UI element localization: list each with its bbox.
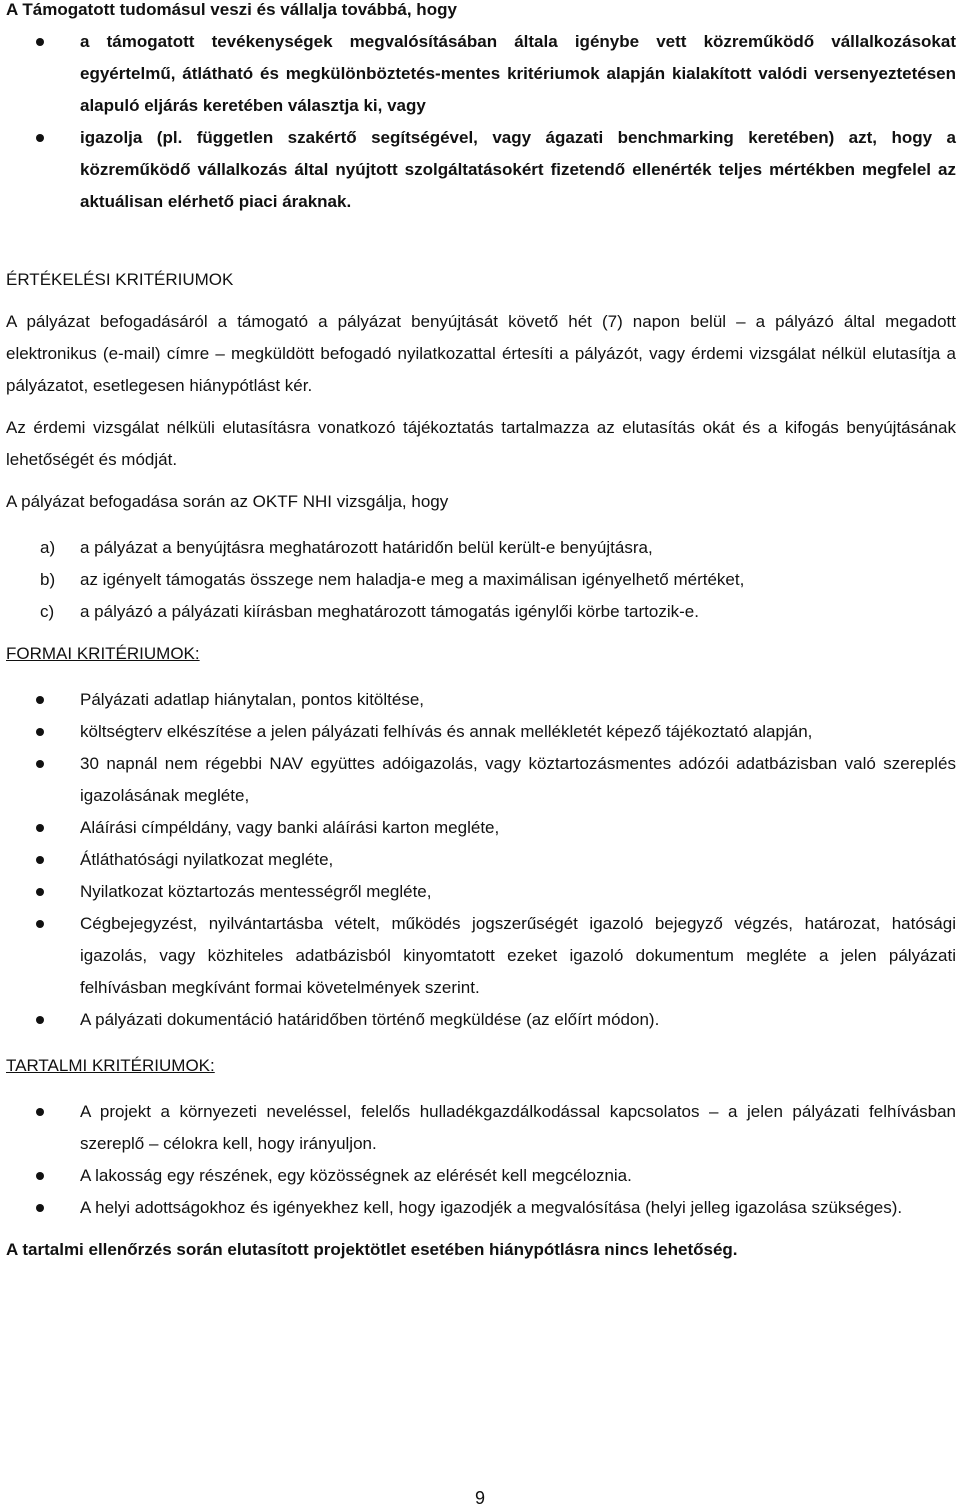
list-item: A helyi adottságokhoz és igényekhez kell, hogy igazodjék a megvalósítása (helyi jelleg igazolása szükséges). (6, 1192, 956, 1224)
bullet-icon (36, 134, 44, 142)
evaluation-paragraph: A pályázat befogadása során az OKTF NHI vizsgálja, hogy (6, 492, 449, 511)
intro-lead: A Támogatott tudomásul veszi és vállalja továbbá, hogy (6, 0, 457, 19)
bullet-icon (36, 856, 44, 864)
intro-bullet-list (6, 26, 956, 218)
content-bullet-list (6, 1096, 956, 1224)
page-number: 9 (474, 1488, 485, 1508)
bullet-icon (36, 38, 44, 46)
bullet-icon (36, 1172, 44, 1180)
list-item: Átláthatósági nyilatkozat megléte, (6, 844, 956, 876)
list-item: a támogatott tevékenységek megvalósításában általa igénybe vett közreműködő vállalkozásokat egyértelmű, átlátható és megkülönböztetés-mentes kritériumok alapján kialakított valódi versenyeztetésen alapuló eljárás keretében választja ki, vagy (6, 26, 956, 122)
content-heading: TARTALMI KRITÉRIUMOK: (6, 1056, 215, 1075)
list-item: Pályázati adatlap hiánytalan, pontos kitöltése, (6, 684, 956, 716)
bullet-icon (36, 760, 44, 768)
bullet-icon (36, 888, 44, 896)
evaluation-check-list (6, 532, 956, 628)
list-item: Nyilatkozat köztartozás mentességről megléte, (6, 876, 956, 908)
list-item: A projekt a környezeti neveléssel, felelős hulladékgazdálkodással kapcsolatos – a jelen pályázati felhívásban szereplő – célokra kell, hogy irányuljon. (6, 1096, 956, 1160)
bullet-icon (36, 1204, 44, 1212)
bullet-icon (36, 1016, 44, 1024)
list-item: a) a pályázat a benyújtásra meghatározott határidőn belül került-e benyújtásra, (40, 538, 653, 557)
formal-bullet-list (6, 684, 956, 1036)
list-item: költségterv elkészítése a jelen pályázati felhívás és annak mellékletét képező tájékoztató alapján, (6, 716, 956, 748)
evaluation-paragraph: Az érdemi vizsgálat nélküli elutasításra vonatkozó tájékoztatás tartalmazza az elutasítás okát és a kifogás benyújtásának lehetőségét és módját. (6, 418, 956, 469)
list-item: Aláírási címpéldány, vagy banki aláírási karton megléte, (6, 812, 956, 844)
evaluation-paragraph: A pályázat befogadásáról a támogató a pályázat benyújtását követő hét (7) napon belül – a pályázó által megadott elektronikus (e-mail) címre – megküldött befogadó nyilatkozattal értesíti a pályázót, vagy érdemi vizsgálat nélkül elutasítja a pályázatot, esetlegesen hiánypótlást kér. (6, 312, 956, 395)
list-item: igazolja (pl. független szakértő segítségével, vagy ágazati benchmarking keretében) azt, hogy a közreműködő vállalkozás által nyújtott szolgáltatásokért fizetendő ellenérték teljes mértékben megfelel az aktuálisan elérhető piaci áraknak. (6, 122, 956, 218)
formal-heading: FORMAI KRITÉRIUMOK: (6, 644, 200, 663)
list-item: b) az igényelt támogatás összege nem haladja-e meg a maximálisan igényelhető mértéket, (40, 570, 745, 589)
bullet-icon (36, 696, 44, 704)
bullet-icon (36, 824, 44, 832)
list-item: A pályázati dokumentáció határidőben történő megküldése (az előírt módon). (6, 1004, 956, 1036)
evaluation-heading: ÉRTÉKELÉSI KRITÉRIUMOK (6, 270, 234, 289)
list-item: 30 napnál nem régebbi NAV együttes adóigazolás, vagy köztartozásmentes adózói adatbázisban való szereplés igazolásának megléte, (6, 748, 956, 812)
bullet-icon (36, 728, 44, 736)
list-item: c) a pályázó a pályázati kiírásban meghatározott támogatás igénylői körbe tartozik-e. (40, 602, 699, 621)
page-content (6, 0, 956, 1266)
bullet-icon (36, 920, 44, 928)
list-item: A lakosság egy részének, egy közösségnek az elérését kell megcéloznia. (6, 1160, 956, 1192)
bullet-icon (36, 1108, 44, 1116)
list-item: Cégbejegyzést, nyilvántartásba vételt, működés jogszerűségét igazoló bejegyző végzés, határozat, hatósági igazolás, vagy közhiteles adatbázisból kinyomtatott ezeket igazoló dokumentum megléte a jelen pályázati felhívásban megkívánt formai követelmények szerint. (6, 908, 956, 1004)
closing-statement: A tartalmi ellenőrzés során elutasított projektötlet esetében hiánypótlásra nincs lehetőség. (6, 1240, 738, 1259)
